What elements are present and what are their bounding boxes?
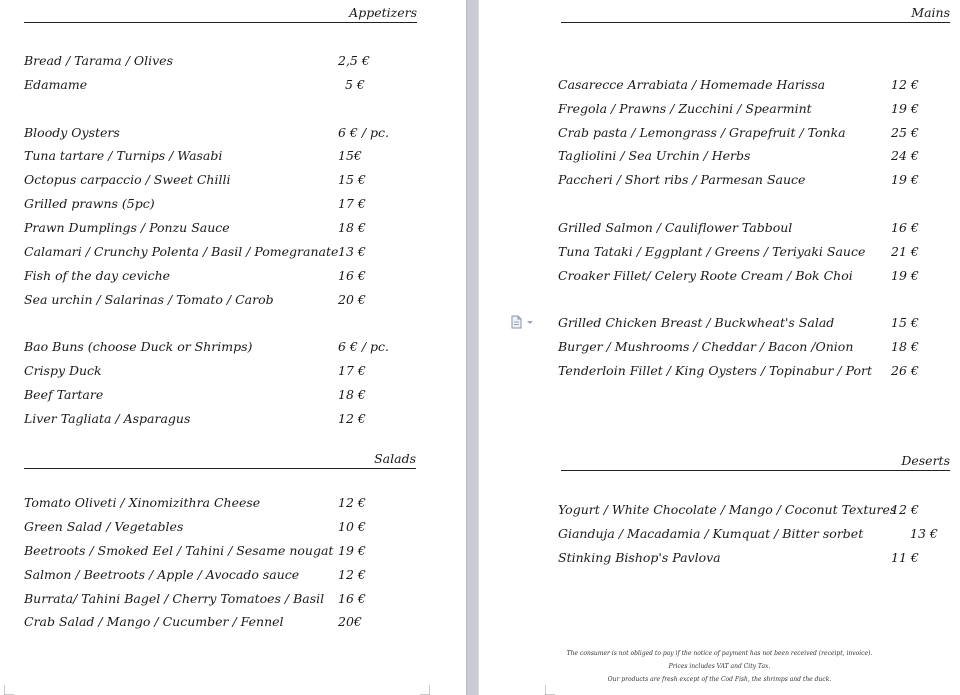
menu-item (558, 125, 960, 141)
menu-item-name: Crispy Duck (24, 363, 102, 378)
appetizers-header (24, 2, 417, 23)
menu-item (24, 495, 464, 511)
menu-item (24, 363, 464, 379)
menu-item-name: Burrata/ Tahini Bagel / Cherry Tomatoes / Basil (24, 591, 325, 606)
page-corner-mark (420, 685, 430, 695)
menu-item-price: 19 € (338, 543, 366, 558)
menu-item (24, 591, 464, 607)
menu-item (558, 363, 960, 379)
menu-item-price: 10 € (338, 519, 366, 534)
menu-item-name: Liver Tagliata / Asparagus (24, 411, 191, 426)
page-corner-mark (4, 685, 14, 695)
menu-item-price: 20€ (338, 614, 362, 629)
menu-item-name: Paccheri / Short ribs / Parmesan Sauce (558, 172, 806, 187)
menu-item-price: 2,5 € (338, 53, 370, 68)
menu-item (558, 172, 960, 188)
menu-item-price: 17 € (338, 363, 366, 378)
footer-note-vat: Prices includes VAT and City Tax. (668, 663, 771, 670)
menu-item-name: Grilled Salmon / Cauliflower Tabboul (558, 220, 793, 235)
menu-item-price: 15 € (891, 315, 919, 330)
menu-item-price: 12 € (338, 411, 366, 426)
menu-item-price: 12 € (891, 77, 919, 92)
menu-item (24, 77, 464, 93)
menu-item-price: 26 € (891, 363, 919, 378)
menu-item (24, 148, 464, 164)
menu-item (24, 196, 464, 212)
footer-note-fresh: Our products are fresh except of the Cod Fish, the shrimps and the duck. (607, 676, 832, 683)
menu-item-price: 15€ (338, 148, 362, 163)
menu-item (558, 268, 960, 284)
document-paste-options-icon[interactable] (510, 315, 536, 329)
menu-item-price: 19 € (891, 268, 919, 283)
menu-item (24, 53, 464, 69)
menu-item-price: 16 € (338, 591, 366, 606)
menu-item (558, 77, 960, 93)
left-page (0, 0, 466, 695)
menu-item-price: 6 € / pc. (338, 125, 390, 140)
menu-item-name: Bread / Tarama / Olives (24, 53, 173, 68)
menu-item-price: 12 € (338, 495, 366, 510)
menu-item-name: Yogurt / White Chocolate / Mango / Coconut Textures (558, 502, 897, 517)
menu-item (24, 387, 464, 403)
menu-item-name: Croaker Fillet/ Celery Roote Cream / Bok Choi (558, 268, 853, 283)
menu-item (558, 244, 960, 260)
salads-heading: Salads (374, 451, 416, 466)
menu-item-price: 6 € / pc. (338, 339, 390, 354)
menu-item-price: 19 € (891, 172, 919, 187)
menu-item-price: 20 € (338, 292, 366, 307)
appetizers-heading: Appetizers (349, 5, 417, 20)
menu-item-price: 19 € (891, 101, 919, 116)
menu-item-price: 25 € (891, 125, 919, 140)
menu-item-name: Fregola / Prawns / Zucchini / Spearmint (558, 101, 812, 116)
menu-item-price: 13 € (338, 244, 366, 259)
menu-item-name: Stinking Bishop's Pavlova (558, 550, 721, 565)
menu-item (24, 244, 464, 260)
menu-item (558, 502, 960, 518)
menu-item-name: Tuna Tataki / Eggplant / Greens / Teriyaki Sauce (558, 244, 866, 259)
menu-item-name: Tomato Oliveti / Xinomizithra Cheese (24, 495, 261, 510)
menu-item-price: 13 € (910, 526, 938, 541)
menu-item (24, 614, 464, 630)
menu-item-price: 12 € (338, 567, 366, 582)
menu-item-name: Fish of the day ceviche (24, 268, 171, 283)
menu-item-name: Casarecce Arrabiata / Homemade Harissa (558, 77, 826, 92)
menu-item-price: 16 € (338, 268, 366, 283)
menu-item-name: Calamari / Crunchy Polenta / Basil / Pomegranate (24, 244, 339, 259)
menu-item (24, 125, 464, 141)
menu-item (558, 101, 960, 117)
menu-item-name: Bao Buns (choose Duck or Shrimps) (24, 339, 253, 354)
menu-item-name: Beef Tartare (24, 387, 104, 402)
deserts-header (561, 450, 950, 471)
menu-item-name: Edamame (24, 77, 88, 92)
menu-item (558, 526, 960, 542)
menu-item-price: 12 € (891, 502, 919, 517)
menu-item-name: Sea urchin / Salarinas / Tomato / Carob (24, 292, 274, 307)
menu-item-price: 18 € (338, 387, 366, 402)
menu-item-name: Crab Salad / Mango / Cucumber / Fennel (24, 614, 284, 629)
menu-item-price: 17 € (338, 196, 366, 211)
right-page (479, 0, 960, 695)
menu-item (558, 339, 960, 355)
deserts-heading: Deserts (901, 453, 950, 468)
page-corner-mark (545, 685, 555, 695)
menu-item (558, 148, 960, 164)
menu-item-name: Grilled Chicken Breast / Buckwheat's Salad (558, 315, 835, 330)
menu-item-price: 11 € (891, 550, 919, 565)
menu-item (24, 519, 464, 535)
menu-item (24, 172, 464, 188)
menu-item (24, 543, 464, 559)
menu-item-name: Prawn Dumplings / Ponzu Sauce (24, 220, 230, 235)
menu-item-name: Burger / Mushrooms / Cheddar / Bacon /Onion (558, 339, 854, 354)
menu-item-name: Grilled prawns (5pc) (24, 196, 155, 211)
menu-item-price: 18 € (338, 220, 366, 235)
menu-item (24, 567, 464, 583)
menu-item-name: Octopus carpaccio / Sweet Chilli (24, 172, 231, 187)
menu-item-name: Gianduja / Macadamia / Kumquat / Bitter sorbet (558, 526, 864, 541)
menu-item-name: Beetroots / Smoked Eel / Tahini / Sesame nougat (24, 543, 334, 558)
menu-item (558, 550, 960, 566)
menu-item-price: 18 € (891, 339, 919, 354)
menu-item (558, 220, 960, 236)
mains-heading: Mains (911, 5, 950, 20)
menu-item (24, 220, 464, 236)
menu-item-name: Tuna tartare / Turnips / Wasabi (24, 148, 223, 163)
menu-item-name: Bloody Oysters (24, 125, 120, 140)
page-gutter (466, 0, 479, 695)
menu-item-name: Crab pasta / Lemongrass / Grapefruit / Tonka (558, 125, 846, 140)
menu-item-price: 24 € (891, 148, 919, 163)
menu-item (558, 315, 960, 331)
menu-item-name: Salmon / Beetroots / Apple / Avocado sauce (24, 567, 300, 582)
salads-header (24, 448, 416, 469)
menu-item-name: Green Salad / Vegetables (24, 519, 184, 534)
menu-item-name: Tenderloin Fillet / King Oysters / Topinabur / Port (558, 363, 873, 378)
menu-item-name: Tagliolini / Sea Urchin / Herbs (558, 148, 751, 163)
menu-item-price: 16 € (891, 220, 919, 235)
menu-item-price: 21 € (891, 244, 919, 259)
menu-item (24, 339, 464, 355)
menu-item-price: 15 € (338, 172, 366, 187)
menu-item (24, 268, 464, 284)
mains-header (561, 2, 950, 23)
footer-note-payment: The consumer is not obliged to pay if the notice of payment has not been received (receipt, invoice). (566, 650, 873, 657)
menu-item-price: 5 € (345, 77, 365, 92)
menu-item (24, 411, 464, 427)
menu-item (24, 292, 464, 308)
